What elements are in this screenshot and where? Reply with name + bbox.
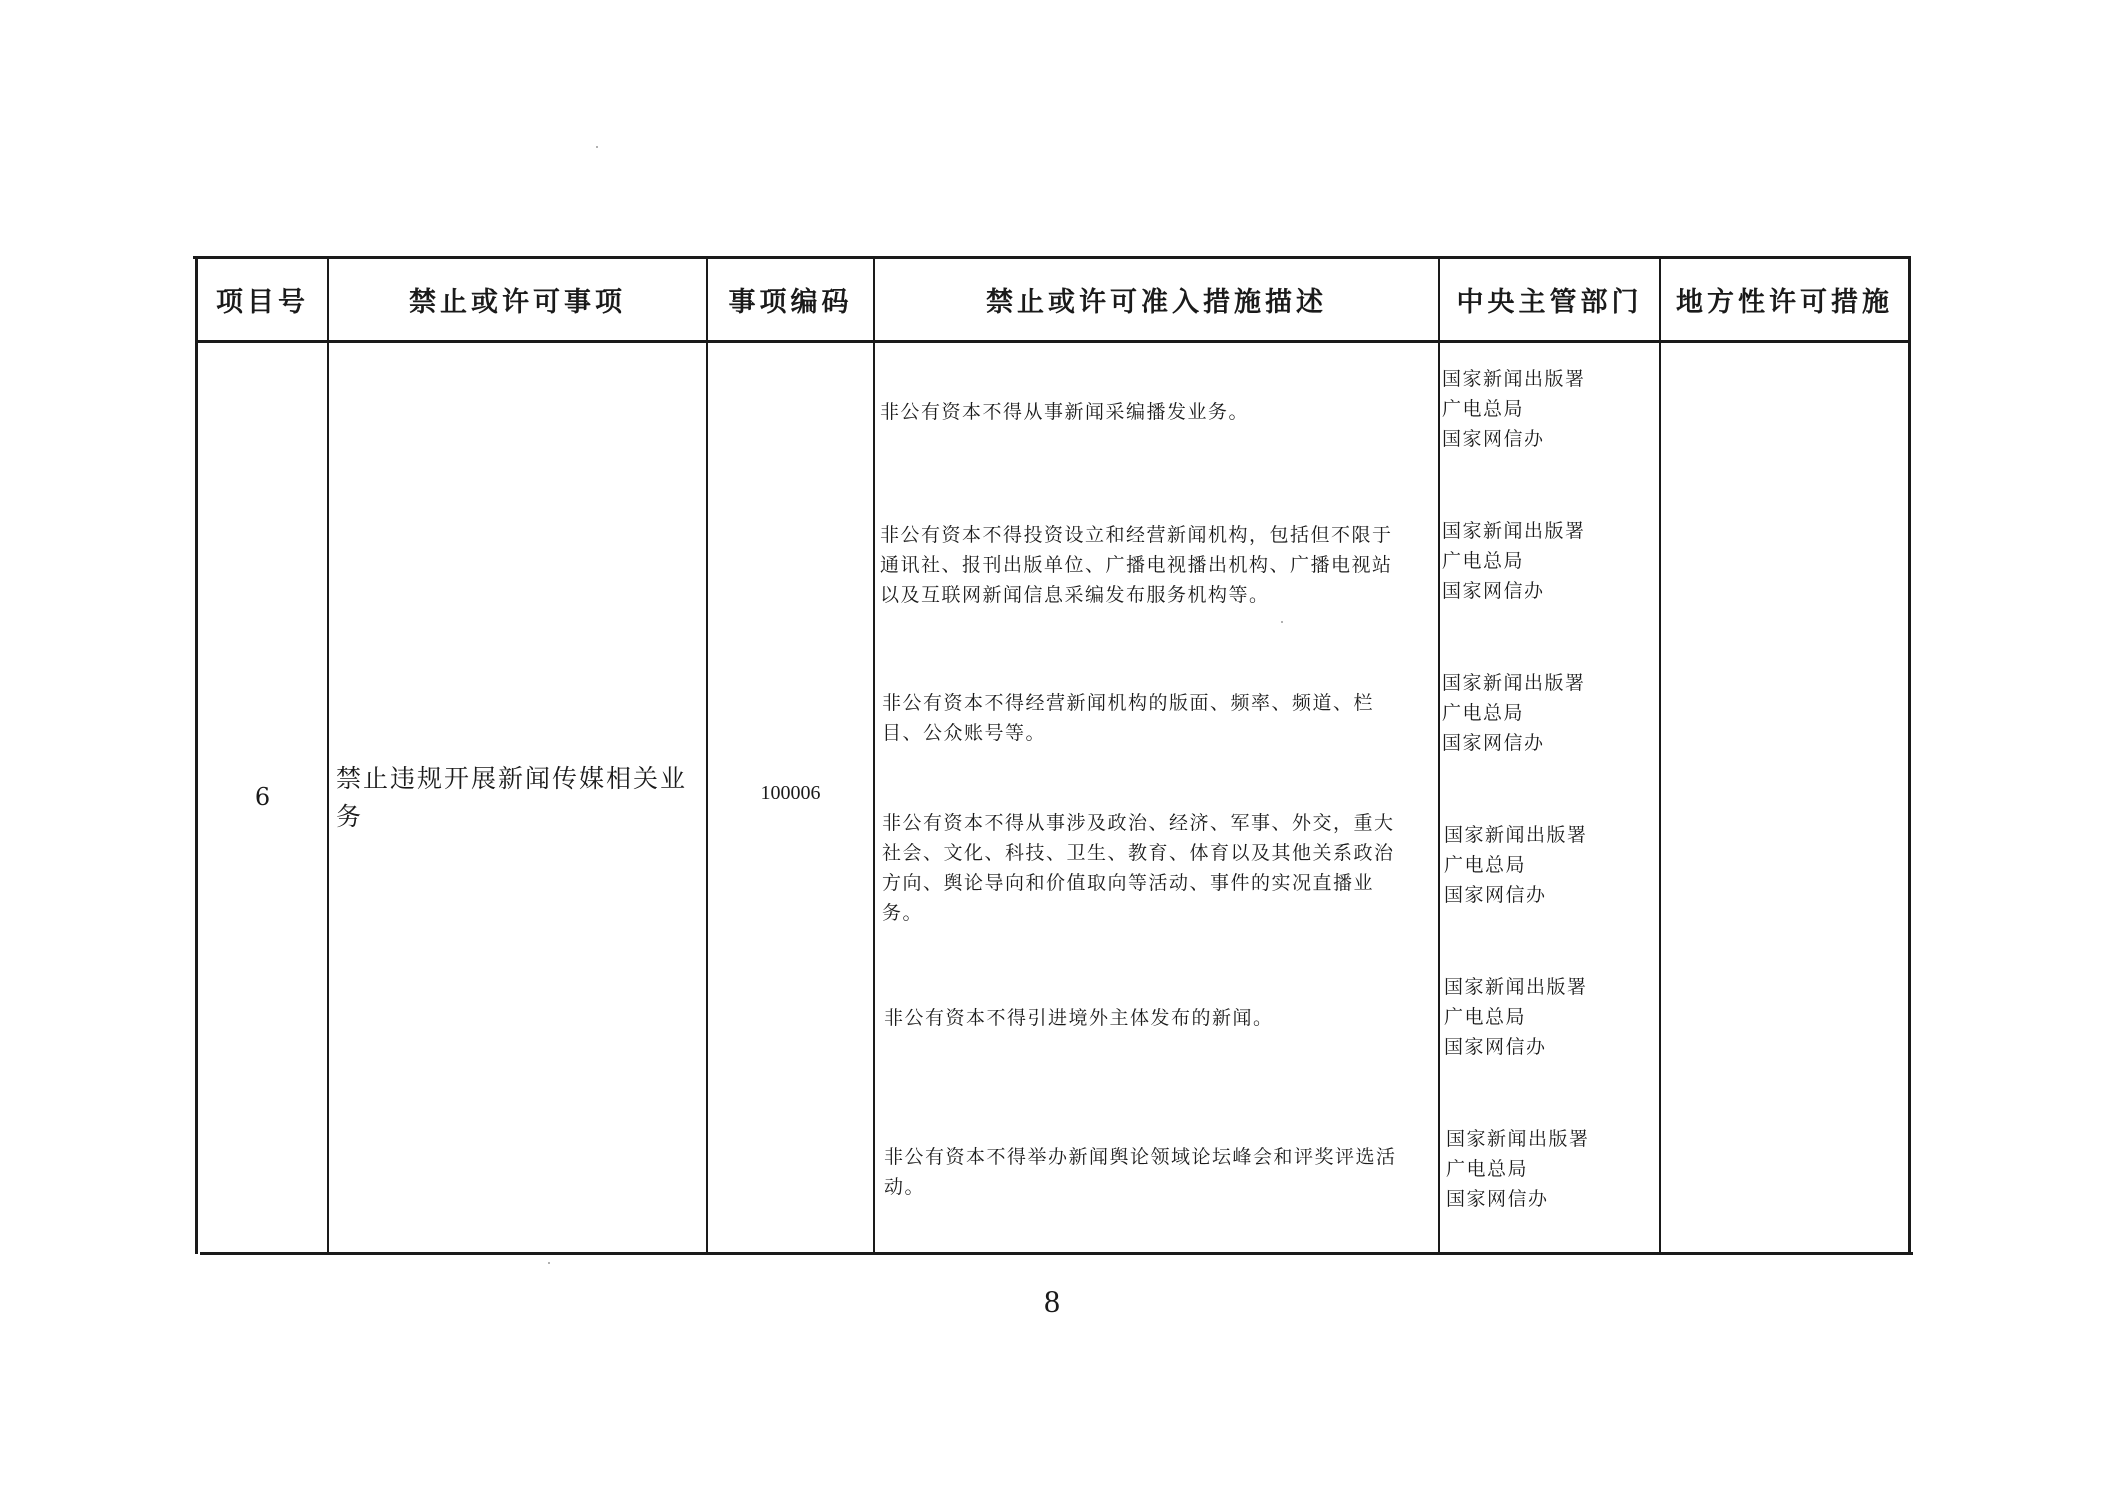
header-item-name: 禁止或许可事项 — [409, 287, 626, 318]
dept-name: 国家新闻出版署 — [1442, 672, 1586, 694]
measure-depts-2 — [1442, 516, 1642, 606]
dept-name: 国家新闻出版署 — [1444, 976, 1588, 998]
scan-speck — [1281, 621, 1283, 623]
dept-name: 广电总局 — [1446, 1158, 1529, 1180]
measure-depts-6 — [1446, 1124, 1646, 1214]
row-item-name: 禁止违规开展新闻传媒相关业务 — [336, 764, 688, 831]
dept-name: 广电总局 — [1442, 702, 1525, 724]
dept-name: 国家新闻出版署 — [1444, 824, 1588, 846]
measure-depts-4 — [1444, 820, 1644, 910]
scan-speck — [548, 1262, 550, 1264]
header-central-dept: 中央主管部门 — [1456, 287, 1643, 318]
dept-name: 国家新闻出版署 — [1442, 520, 1586, 542]
measure-desc-6: 非公有资本不得举办新闻舆论领域论坛峰会和评奖评选活动。 — [884, 1146, 1397, 1198]
dept-name: 广电总局 — [1444, 1006, 1527, 1028]
measure-desc-4: 非公有资本不得从事涉及政治、经济、军事、外交，重大社会、文化、科技、卫生、教育、体育以及其他关系政治方向、舆论导向和价值取向等活动、事件的实况直播业务。 — [882, 812, 1395, 924]
measure-depts-5 — [1444, 972, 1644, 1062]
table-right-border — [1908, 256, 1911, 1254]
measure-desc-1: 非公有资本不得从事新闻采编播发业务。 — [880, 401, 1250, 423]
dept-name: 国家新闻出版署 — [1446, 1128, 1590, 1150]
row-local-measure — [1661, 343, 1908, 1252]
dept-name: 国家网信办 — [1444, 1036, 1547, 1058]
column-divider-3 — [873, 256, 875, 1254]
table-bottom-border — [200, 1252, 1913, 1255]
header-item-code: 事项编码 — [728, 287, 853, 318]
dept-name: 广电总局 — [1444, 854, 1527, 876]
measure-depts-3 — [1442, 668, 1642, 758]
measure-depts-1 — [1442, 364, 1642, 454]
header-measure-desc: 禁止或许可准入措施描述 — [986, 287, 1327, 318]
header-item-no: 项目号 — [216, 287, 309, 318]
scan-speck — [596, 146, 598, 148]
dept-name: 国家新闻出版署 — [1442, 368, 1586, 390]
measure-desc-5: 非公有资本不得引进境外主体发布的新闻。 — [884, 1007, 1274, 1029]
header-local-measure: 地方性许可措施 — [1676, 287, 1893, 318]
dept-name: 国家网信办 — [1446, 1188, 1549, 1210]
table-left-border — [195, 256, 198, 1254]
measure-desc-3: 非公有资本不得经营新闻机构的版面、频率、频道、栏目、公众账号等。 — [882, 692, 1375, 744]
page-number: 8 — [1044, 1283, 1060, 1319]
dept-name: 广电总局 — [1442, 550, 1525, 572]
column-divider-4 — [1438, 256, 1440, 1254]
measure-desc-2: 非公有资本不得投资设立和经营新闻机构，包括但不限于通讯社、报刊出版单位、广播电视播出机构、广播电视站以及互联网新闻信息采编发布服务机构等。 — [880, 524, 1393, 606]
dept-name: 广电总局 — [1442, 398, 1525, 420]
column-divider-2 — [706, 256, 708, 1254]
dept-name: 国家网信办 — [1442, 428, 1545, 450]
dept-name: 国家网信办 — [1442, 732, 1545, 754]
column-divider-1 — [327, 256, 329, 1254]
row-item-code: 100006 — [760, 782, 821, 804]
dept-name: 国家网信办 — [1442, 580, 1545, 602]
table-header-bottom-border — [195, 340, 1908, 343]
row-item-no: 6 — [254, 783, 271, 811]
dept-name: 国家网信办 — [1444, 884, 1547, 906]
